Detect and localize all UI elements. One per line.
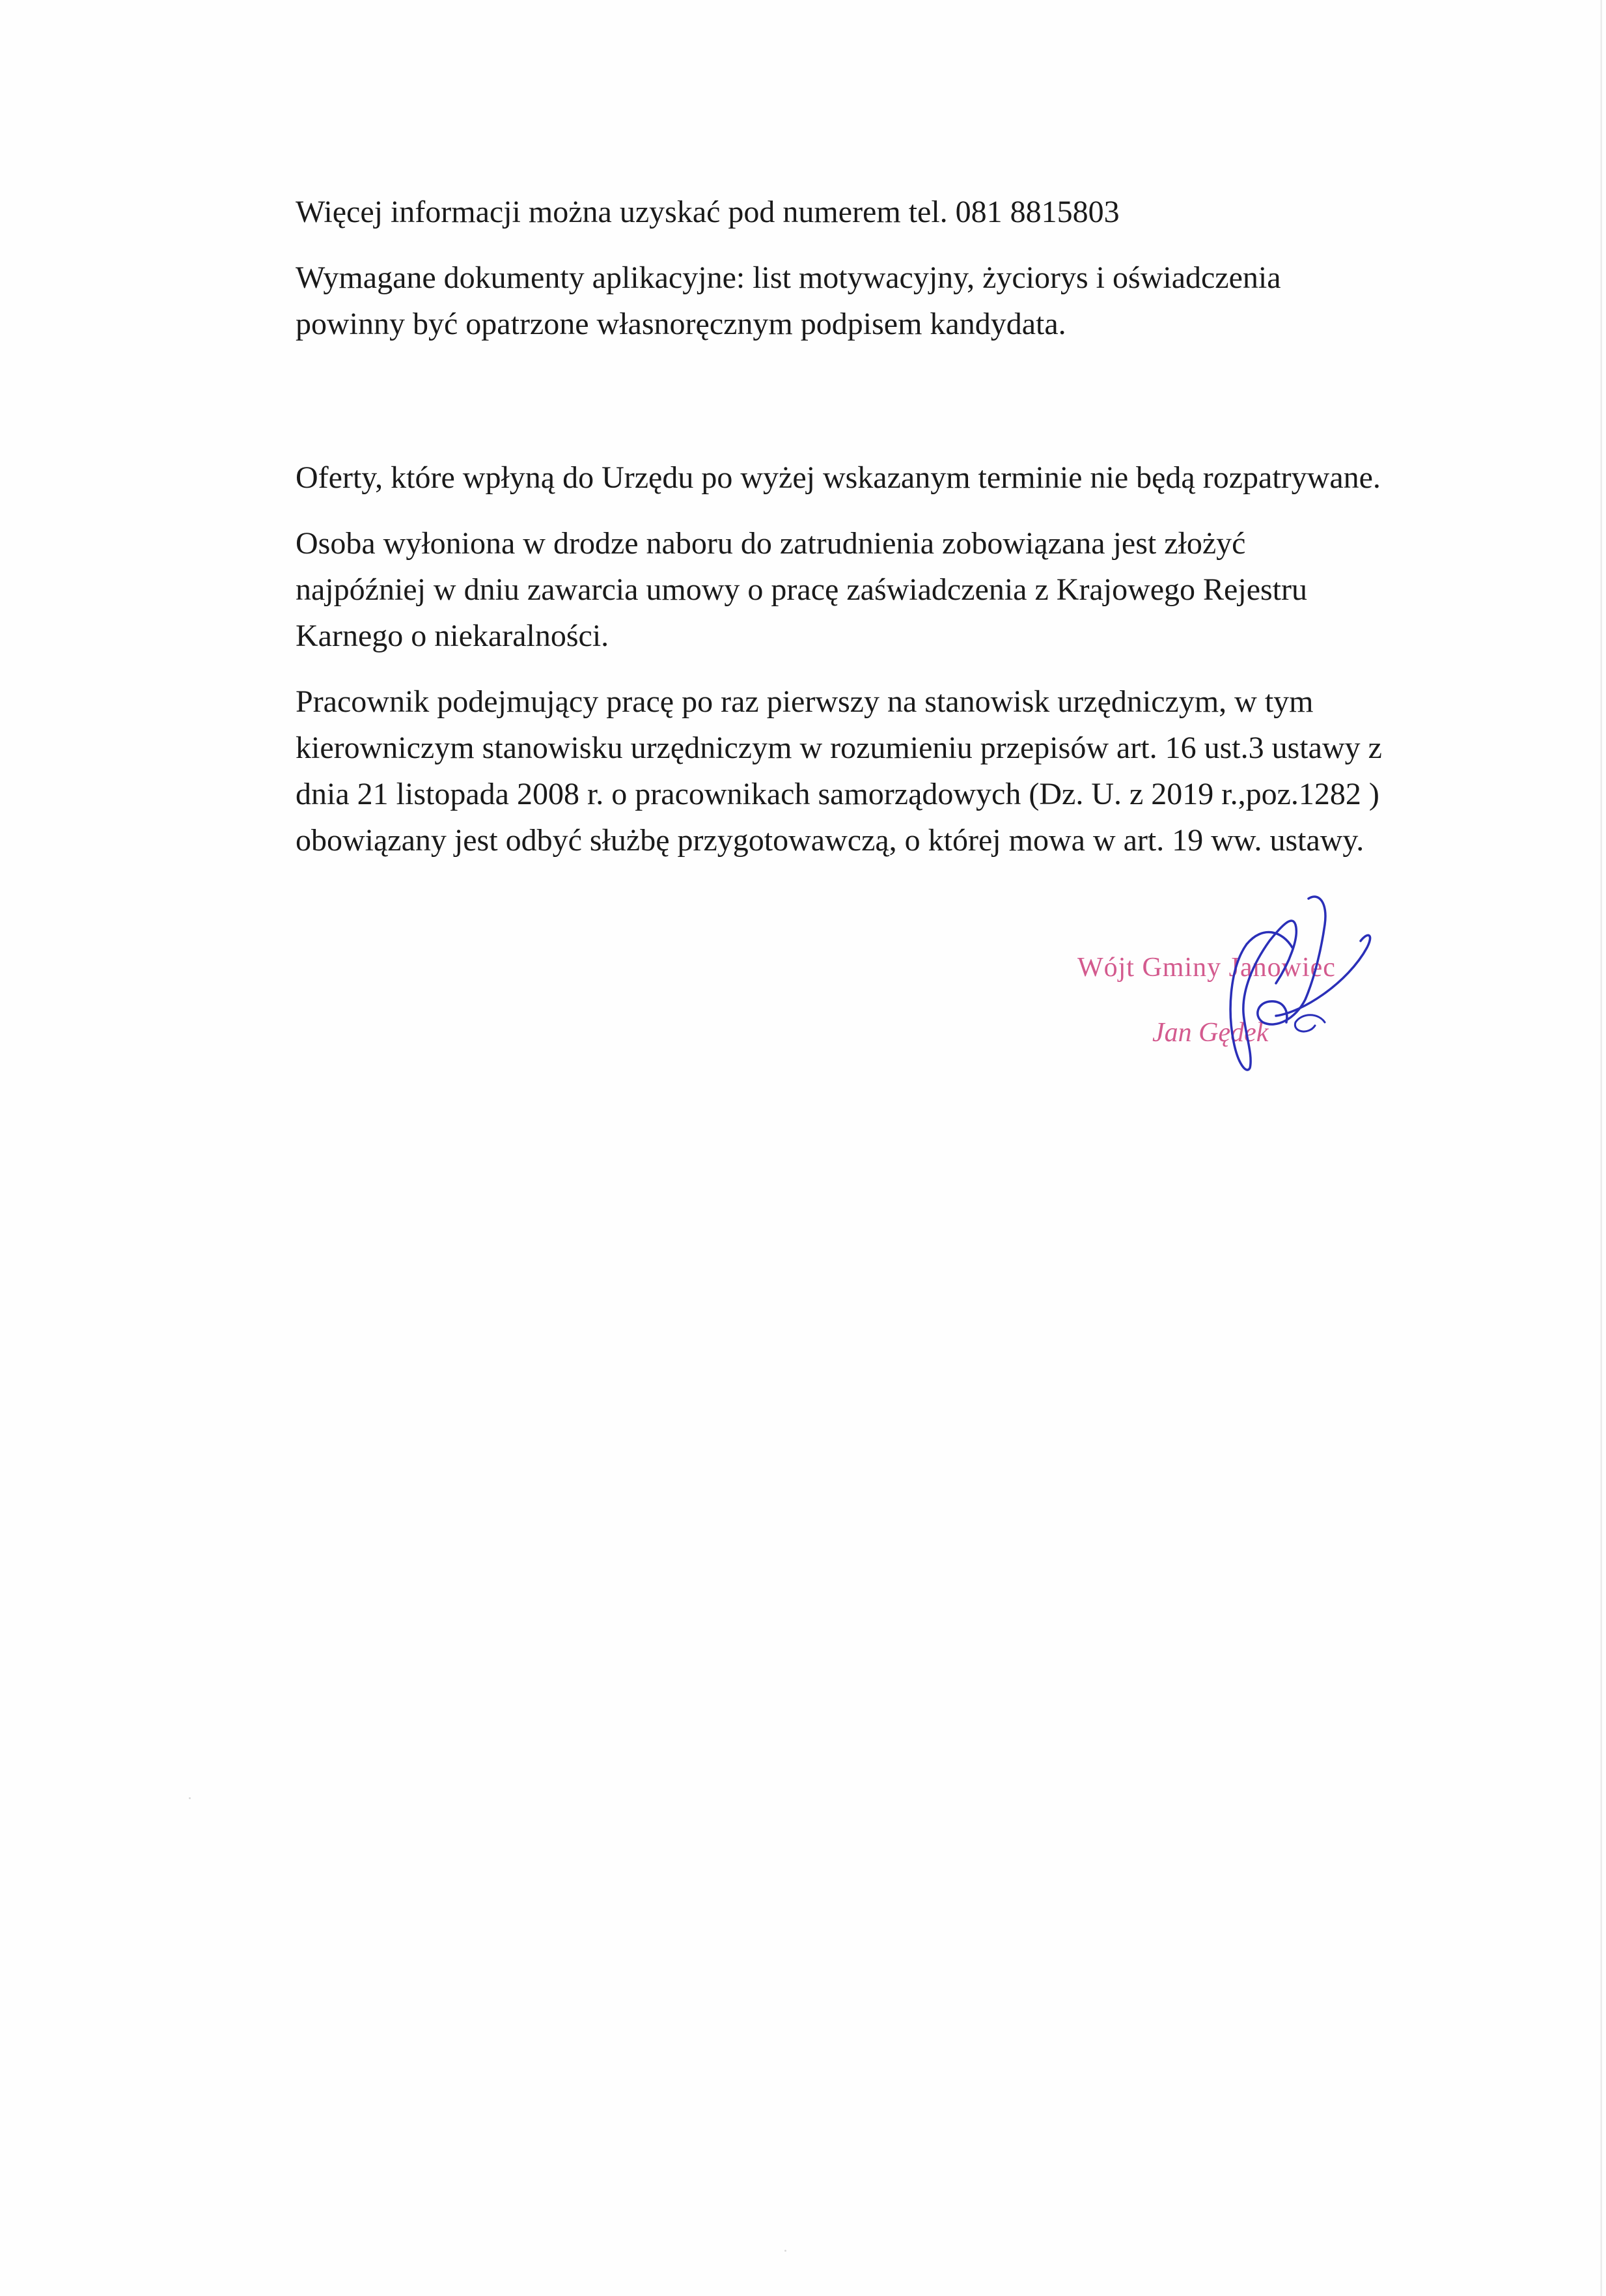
text-line: Wymagane dokumenty aplikacyjne: list motywacyjny, życiorys i oświadczenia bbox=[296, 260, 1281, 295]
paragraph-criminal-record bbox=[296, 520, 1467, 659]
text-line: powinny być opatrzone własnoręcznym podpisem kandydata. bbox=[296, 307, 1066, 341]
scan-speck bbox=[784, 2250, 786, 2252]
text-line: dnia 21 listopada 2008 r. o pracownikach samorządowych (Dz. U. z 2019 r.,poz.1282 ) bbox=[296, 777, 1379, 811]
text-line: kierowniczym stanowisku urzędniczym w rozumieniu przepisów art. 16 ust.3 ustawy z bbox=[296, 731, 1382, 765]
paragraph-preparatory-service bbox=[296, 679, 1467, 863]
text-line: Oferty, które wpłyną do Urzędu po wyżej wskazanym terminie nie będą rozpatrywane. bbox=[296, 460, 1381, 495]
signature-block bbox=[1068, 886, 1406, 1094]
blank-space bbox=[296, 367, 1467, 455]
paragraph-late-offers bbox=[296, 455, 1467, 501]
handwritten-signature bbox=[1068, 886, 1406, 1094]
text-line: Więcej informacji można uzyskać pod numerem tel. 081 8815803 bbox=[296, 195, 1120, 229]
paragraph-required-documents bbox=[296, 255, 1467, 347]
text-line: Osoba wyłoniona w drodze naboru do zatrudnienia zobowiązana jest złożyć bbox=[296, 526, 1246, 561]
stamp-title: Wójt Gminy Janowiec bbox=[1077, 953, 1336, 983]
stamp-name: Jan Gędek bbox=[1152, 1018, 1269, 1048]
text-line: Karnego o niekaralności. bbox=[296, 619, 609, 653]
scan-edge bbox=[1600, 0, 1602, 2296]
document-body bbox=[296, 189, 1467, 883]
text-line: obowiązany jest odbyć służbę przygotowawczą, o której mowa w art. 19 ww. ustawy. bbox=[296, 823, 1364, 858]
text-line: Pracownik podejmujący pracę po raz pierwszy na stanowisk urzędniczym, w tym bbox=[296, 684, 1314, 719]
paragraph-contact-info bbox=[296, 189, 1467, 235]
text-line: najpóźniej w dniu zawarcia umowy o pracę zaświadczenia z Krajowego Rejestru bbox=[296, 572, 1307, 607]
scan-speck bbox=[189, 1797, 191, 1799]
